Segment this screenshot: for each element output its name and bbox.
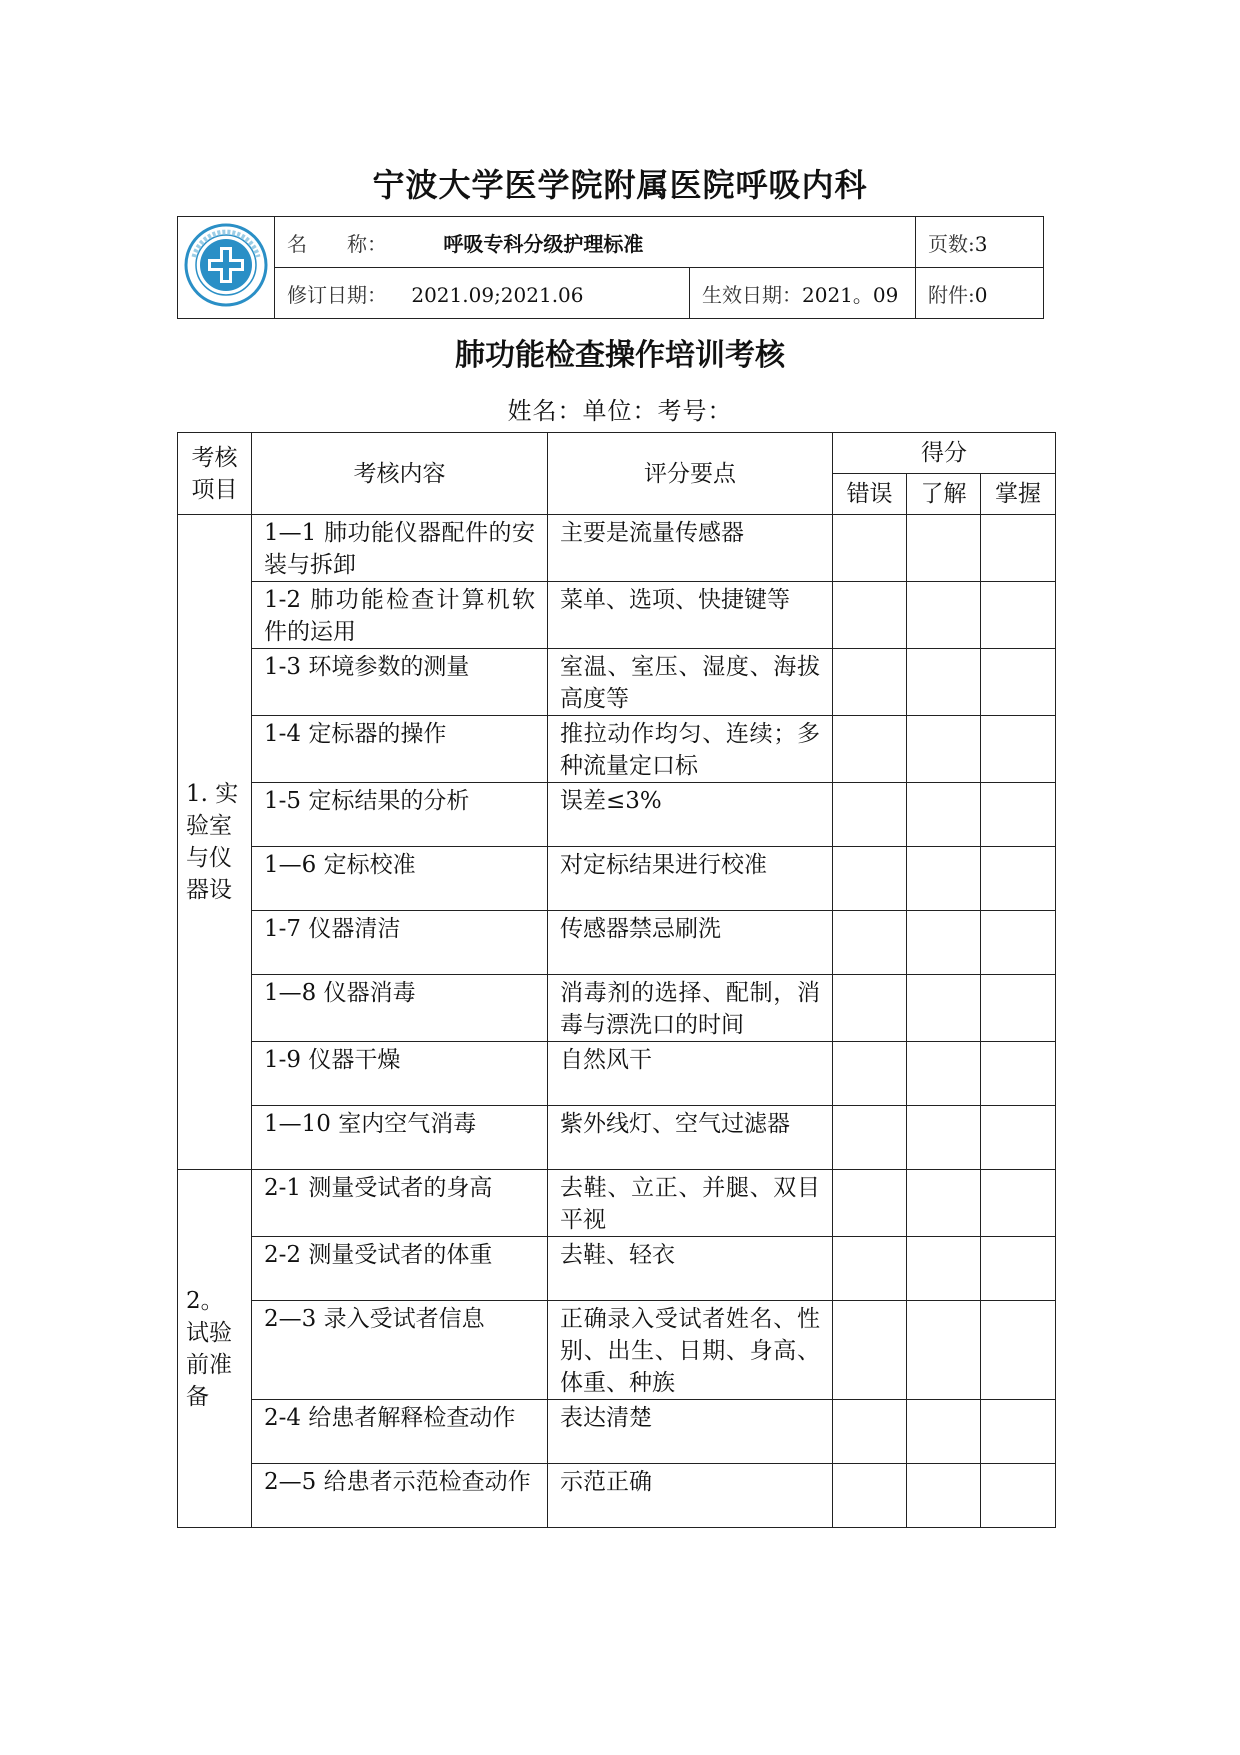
content-cell: 2-4 给患者解释检查动作 <box>252 1400 548 1464</box>
table-row <box>178 975 1056 1042</box>
points-cell: 紫外线灯、空气过滤器 <box>548 1106 833 1170</box>
table-row <box>178 1237 1056 1301</box>
hospital-logo-icon <box>184 223 268 307</box>
score-understand-cell[interactable] <box>907 649 981 716</box>
table-row <box>178 1301 1056 1400</box>
score-master-cell[interactable] <box>981 1301 1056 1400</box>
score-understand-cell[interactable] <box>907 783 981 847</box>
assessment-table <box>177 432 1056 1528</box>
score-master-cell[interactable] <box>981 1400 1056 1464</box>
header-points: 评分要点 <box>548 433 833 515</box>
table-row <box>178 1042 1056 1106</box>
points-cell: 去鞋、立正、并腿、双目平视 <box>548 1170 833 1237</box>
pages-value: 3 <box>974 231 988 256</box>
effective-date-cell <box>690 268 916 319</box>
pages-label: 页数: <box>928 231 975 256</box>
score-wrong-cell[interactable] <box>833 847 907 911</box>
score-master-cell[interactable] <box>981 1042 1056 1106</box>
points-cell: 传感器禁忌刷洗 <box>548 911 833 975</box>
score-wrong-cell[interactable] <box>833 716 907 783</box>
table-row <box>178 515 1056 582</box>
content-cell: 2-1 测量受试者的身高 <box>252 1170 548 1237</box>
header-understand: 了解 <box>907 474 981 515</box>
score-wrong-cell[interactable] <box>833 649 907 716</box>
score-understand-cell[interactable] <box>907 911 981 975</box>
table-row <box>178 783 1056 847</box>
table-row <box>178 1464 1056 1528</box>
attachment-label: 附件: <box>928 282 975 307</box>
content-cell: 1-7 仪器清洁 <box>252 911 548 975</box>
points-cell: 主要是流量传感器 <box>548 515 833 582</box>
score-understand-cell[interactable] <box>907 515 981 582</box>
score-master-cell[interactable] <box>981 582 1056 649</box>
header-master: 掌握 <box>981 474 1056 515</box>
table-row <box>178 1170 1056 1237</box>
score-understand-cell[interactable] <box>907 1170 981 1237</box>
score-master-cell[interactable] <box>981 847 1056 911</box>
doc-name-cell <box>275 217 916 268</box>
content-cell: 1—8 仪器消毒 <box>252 975 548 1042</box>
score-wrong-cell[interactable] <box>833 515 907 582</box>
content-cell: 2-2 测量受试者的体重 <box>252 1237 548 1301</box>
header-wrong: 错误 <box>833 474 907 515</box>
effective-date-value: 2021。09 <box>802 282 899 307</box>
score-master-cell[interactable] <box>981 515 1056 582</box>
points-cell: 消毒剂的选择、配制，消毒与漂洗口的时间 <box>548 975 833 1042</box>
score-understand-cell[interactable] <box>907 975 981 1042</box>
points-cell: 菜单、选项、快捷键等 <box>548 582 833 649</box>
score-master-cell[interactable] <box>981 1237 1056 1301</box>
section-label: 2。试验前准备 <box>178 1170 252 1528</box>
doc-name-label: 名 称： <box>287 231 387 256</box>
table-row <box>178 911 1056 975</box>
hospital-logo <box>178 217 275 319</box>
table-row <box>178 1106 1056 1170</box>
content-cell: 1-3 环境参数的测量 <box>252 649 548 716</box>
score-wrong-cell[interactable] <box>833 1042 907 1106</box>
attachment-value: 0 <box>974 282 988 307</box>
header-score: 得分 <box>833 433 1056 474</box>
content-cell: 1-9 仪器干燥 <box>252 1042 548 1106</box>
score-master-cell[interactable] <box>981 783 1056 847</box>
points-cell: 示范正确 <box>548 1464 833 1528</box>
score-master-cell[interactable] <box>981 649 1056 716</box>
points-cell: 去鞋、轻衣 <box>548 1237 833 1301</box>
content-cell: 1—1 肺功能仪器配件的安装与拆卸 <box>252 515 548 582</box>
score-understand-cell[interactable] <box>907 582 981 649</box>
score-wrong-cell[interactable] <box>833 1301 907 1400</box>
score-wrong-cell[interactable] <box>833 1237 907 1301</box>
document-header-table <box>177 216 1044 319</box>
score-wrong-cell[interactable] <box>833 975 907 1042</box>
score-understand-cell[interactable] <box>907 1301 981 1400</box>
content-cell: 2—3 录入受试者信息 <box>252 1301 548 1400</box>
table-row <box>178 582 1056 649</box>
page-title: 宁波大学医学院附属医院呼吸内科 <box>372 166 868 204</box>
score-master-cell[interactable] <box>981 1170 1056 1237</box>
score-understand-cell[interactable] <box>907 1106 981 1170</box>
score-understand-cell[interactable] <box>907 847 981 911</box>
score-master-cell[interactable] <box>981 716 1056 783</box>
score-master-cell[interactable] <box>981 911 1056 975</box>
score-wrong-cell[interactable] <box>833 582 907 649</box>
form-title: 肺功能检查操作培训考核 <box>455 338 785 373</box>
points-cell: 推拉动作均匀、连续；多种流量定口标 <box>548 716 833 783</box>
candidate-info-line: 姓名：单位：考号： <box>507 397 733 425</box>
pages-cell <box>916 217 1044 268</box>
score-understand-cell[interactable] <box>907 1464 981 1528</box>
points-cell: 自然风干 <box>548 1042 833 1106</box>
content-cell: 1—6 定标校准 <box>252 847 548 911</box>
content-cell: 1-4 定标器的操作 <box>252 716 548 783</box>
score-understand-cell[interactable] <box>907 1400 981 1464</box>
score-wrong-cell[interactable] <box>833 1464 907 1528</box>
score-wrong-cell[interactable] <box>833 783 907 847</box>
points-cell: 正确录入受试者姓名、性别、出生、日期、身高、体重、种族 <box>548 1301 833 1400</box>
score-wrong-cell[interactable] <box>833 911 907 975</box>
score-understand-cell[interactable] <box>907 716 981 783</box>
table-row <box>178 847 1056 911</box>
score-master-cell[interactable] <box>981 1106 1056 1170</box>
doc-name-value: 呼吸专科分级护理标准 <box>443 231 644 256</box>
content-cell: 2—5 给患者示范检查动作 <box>252 1464 548 1528</box>
score-master-cell[interactable] <box>981 975 1056 1042</box>
attachment-cell <box>916 268 1044 319</box>
score-understand-cell[interactable] <box>907 1237 981 1301</box>
points-cell: 对定标结果进行校准 <box>548 847 833 911</box>
score-master-cell[interactable] <box>981 1464 1056 1528</box>
score-wrong-cell[interactable] <box>833 1170 907 1237</box>
points-cell: 表达清楚 <box>548 1400 833 1464</box>
revised-date-cell <box>275 268 690 319</box>
table-row <box>178 1400 1056 1464</box>
table-row <box>178 649 1056 716</box>
points-cell: 误差≤3% <box>548 783 833 847</box>
header-content: 考核内容 <box>252 433 548 515</box>
content-cell: 1-2 肺功能检查计算机软件的运用 <box>252 582 548 649</box>
effective-date-label: 生效日期： <box>702 282 802 307</box>
points-cell: 室温、室压、湿度、海拔高度等 <box>548 649 833 716</box>
score-understand-cell[interactable] <box>907 1042 981 1106</box>
score-wrong-cell[interactable] <box>833 1400 907 1464</box>
content-cell: 1-5 定标结果的分析 <box>252 783 548 847</box>
section-label: 1. 实验室与仪器设 <box>178 515 252 1170</box>
table-row <box>178 716 1056 783</box>
content-cell: 1—10 室内空气消毒 <box>252 1106 548 1170</box>
revised-date-value: 2021.09;2021.06 <box>411 282 584 307</box>
revised-date-label: 修订日期： <box>287 282 387 307</box>
score-wrong-cell[interactable] <box>833 1106 907 1170</box>
header-item: 考核项目 <box>178 433 252 515</box>
